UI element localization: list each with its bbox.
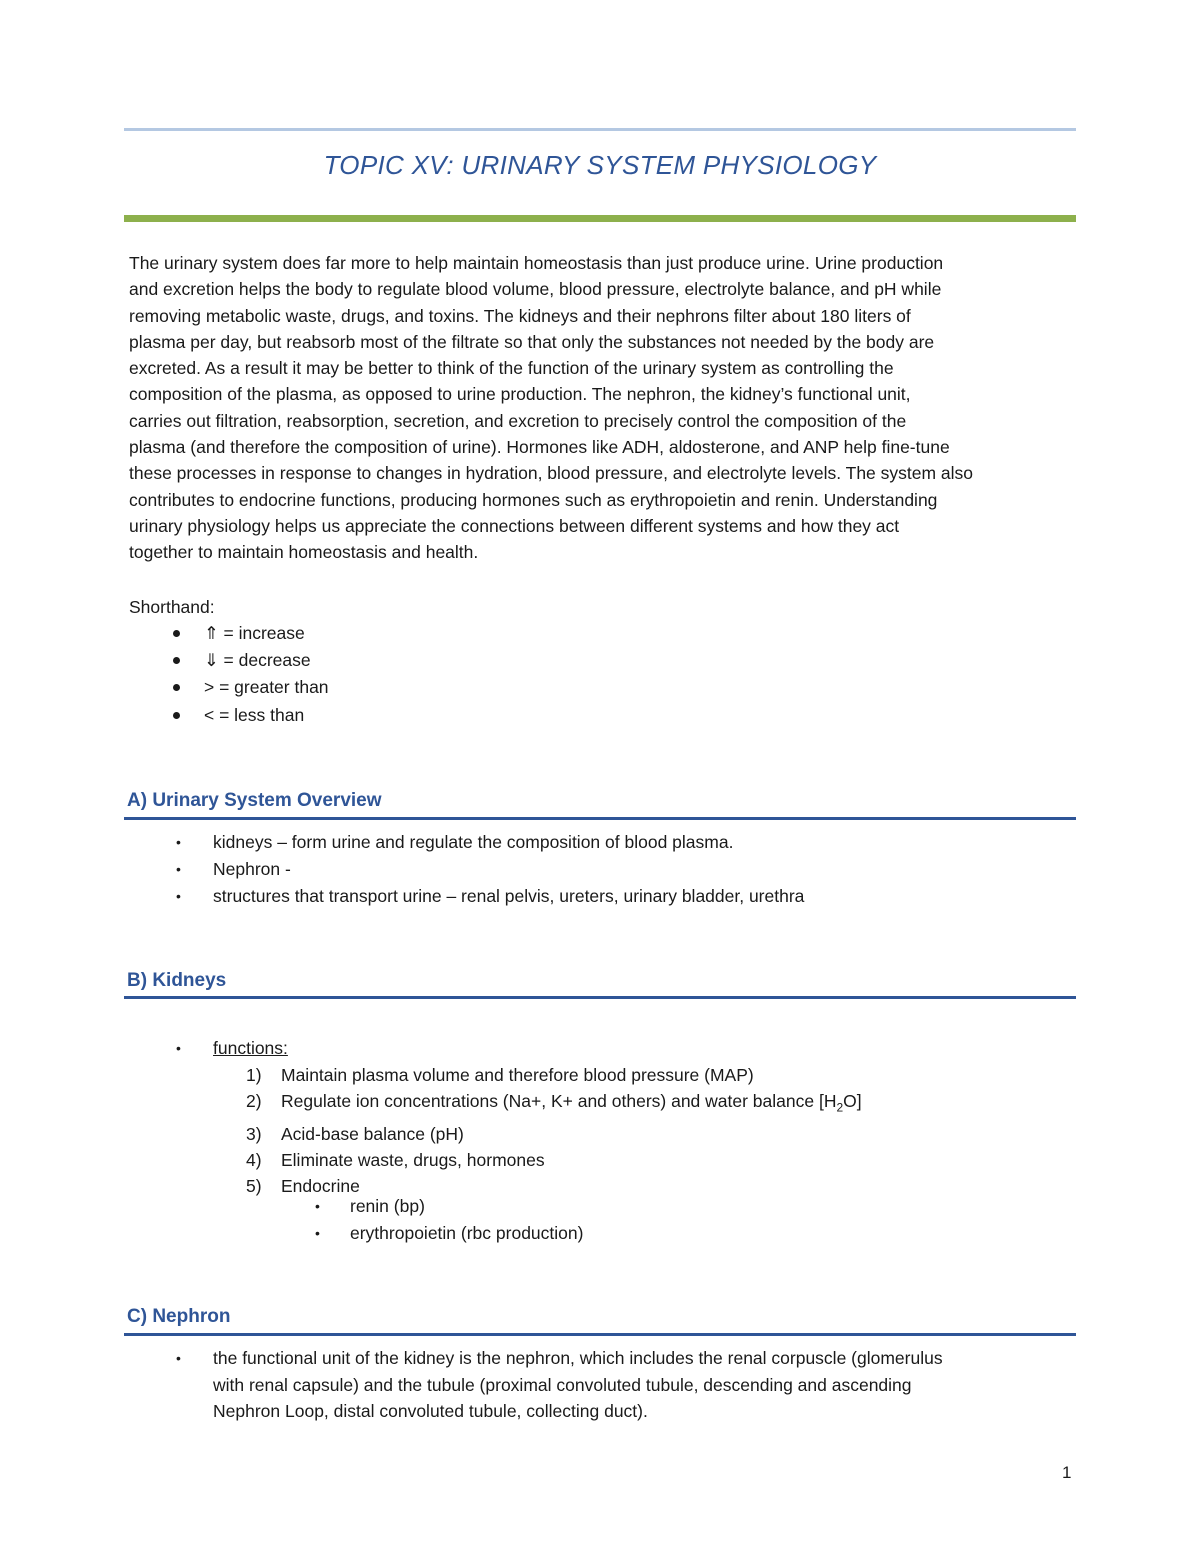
list-item (129, 856, 804, 883)
section-a-rule (124, 817, 1076, 820)
section-b-heading: B) Kidneys (127, 970, 227, 991)
bullet-icon: • (315, 1198, 320, 1214)
bullet-icon: • (176, 1350, 181, 1366)
function-text-tail: O] (843, 1091, 862, 1112)
item-number: 2) (246, 1091, 262, 1112)
intro-line: contributes to endocrine functions, producing hormones such as erythropoietin and renin. Understanding (129, 489, 938, 510)
function-text: Maintain plasma volume and therefore blood pressure (MAP) (281, 1065, 754, 1085)
sublist-item (315, 1220, 583, 1247)
shorthand-list (129, 620, 329, 729)
intro-line: these processes in response to changes in hydration, blood pressure, and electrolyte levels. The system also (129, 463, 974, 484)
function-text: Eliminate waste, drugs, hormones (281, 1150, 545, 1171)
title-top-rule (124, 128, 1076, 131)
section-c-rule (124, 1333, 1076, 1336)
list-item (129, 1345, 943, 1425)
shorthand-item (129, 620, 329, 647)
sublist-text: renin (bp) (350, 1196, 425, 1216)
intro-line: The urinary system does far more to help maintain homeostasis than just produce urine. Urine production (129, 253, 944, 273)
list-item (129, 829, 804, 856)
intro-line: plasma (and therefore the composition of urine). Hormones like ADH, aldosterone, and ANP help fine-tune (129, 437, 950, 458)
list-item-text: Nephron - (213, 858, 291, 879)
sublist-item (315, 1193, 583, 1220)
bullet-dot-icon (173, 684, 180, 691)
section-a-list (129, 829, 804, 909)
section-b-rule (124, 996, 1076, 999)
list-item-line: Nephron Loop, distal convoluted tubule, collecting duct). (213, 1401, 648, 1422)
function-item (246, 1062, 862, 1088)
title-bottom-rule (124, 215, 1076, 222)
shorthand-item (129, 702, 329, 729)
list-item-line: with renal capsule) and the tubule (proximal convoluted tubule, descending and ascending (213, 1374, 912, 1395)
bullet-icon: • (176, 887, 181, 904)
intro-paragraph (129, 250, 1074, 566)
shorthand-label: Shorthand: (129, 597, 215, 617)
shorthand-text: < = less than (204, 704, 305, 725)
shorthand-text: ⇑ = increase (204, 623, 305, 643)
bullet-icon: • (176, 834, 181, 850)
bullet-icon: • (176, 860, 181, 877)
shorthand-text: > = greater than (204, 677, 329, 698)
item-number: 4) (246, 1150, 262, 1171)
kidney-functions-list (246, 1062, 862, 1200)
shorthand-item (129, 647, 329, 674)
function-text: Acid-base balance (pH) (281, 1123, 464, 1144)
bullet-icon: • (176, 1040, 181, 1056)
section-c-list (129, 1345, 943, 1425)
function-item (246, 1088, 862, 1121)
intro-line: plasma per day, but reabsorb most of the filtrate so that only the substances not needed by the body are (129, 331, 935, 352)
bullet-dot-icon (173, 712, 180, 719)
subscript-text: 2 (836, 1100, 844, 1115)
bullet-dot-icon (173, 630, 180, 637)
page-title: TOPIC XV: URINARY SYSTEM PHYSIOLOGY (323, 150, 877, 180)
list-item (129, 883, 804, 910)
section-c-heading: C) Nephron (127, 1306, 231, 1327)
shorthand-item (129, 674, 329, 701)
intro-line: carries out filtration, reabsorption, secretion, and excretion to precisely control the composition of the (129, 410, 907, 431)
bullet-icon: • (315, 1224, 320, 1241)
bullet-dot-icon (173, 657, 180, 664)
list-item-line: the functional unit of the kidney is the nephron, which includes the renal corpuscle (glomerulus (213, 1348, 943, 1368)
intro-line: urinary physiology helps us appreciate the connections between different systems and how they act (129, 515, 900, 536)
function-item (246, 1121, 862, 1147)
shorthand-text: ⇓ = decrease (204, 650, 311, 671)
item-number: 3) (246, 1123, 262, 1144)
list-item-text: kidneys – form urine and regulate the composition of blood plasma. (213, 832, 734, 852)
function-text: Regulate ion concentrations (Na+, K+ and others) and water balance [H (281, 1091, 837, 1112)
intro-line: composition of the plasma, as opposed to urine production. The nephron, the kidney’s functional unit, (129, 384, 911, 405)
function-text: Endocrine (281, 1176, 360, 1197)
sublist-text: erythropoietin (rbc production) (350, 1222, 584, 1243)
functions-label: functions: (213, 1038, 288, 1058)
list-item (129, 1035, 288, 1062)
endocrine-sublist (315, 1193, 583, 1246)
item-number: 1) (246, 1065, 262, 1085)
intro-line: together to maintain homeostasis and health. (129, 542, 479, 563)
intro-line: removing metabolic waste, drugs, and toxins. The kidneys and their nephrons filter about 180 liters of (129, 305, 911, 326)
intro-line: excreted. As a result it may be better to think of the function of the urinary system as controlling the (129, 358, 894, 379)
intro-line: and excretion helps the body to regulate blood volume, blood pressure, electrolyte balance, and pH while (129, 279, 942, 300)
page-number: 1 (1062, 1463, 1072, 1482)
function-item (246, 1147, 862, 1173)
item-number: 5) (246, 1176, 262, 1197)
section-a-heading: A) Urinary System Overview (127, 790, 382, 811)
section-b-list (129, 1035, 288, 1062)
list-item-text: structures that transport urine – renal pelvis, ureters, urinary bladder, urethra (213, 885, 805, 906)
